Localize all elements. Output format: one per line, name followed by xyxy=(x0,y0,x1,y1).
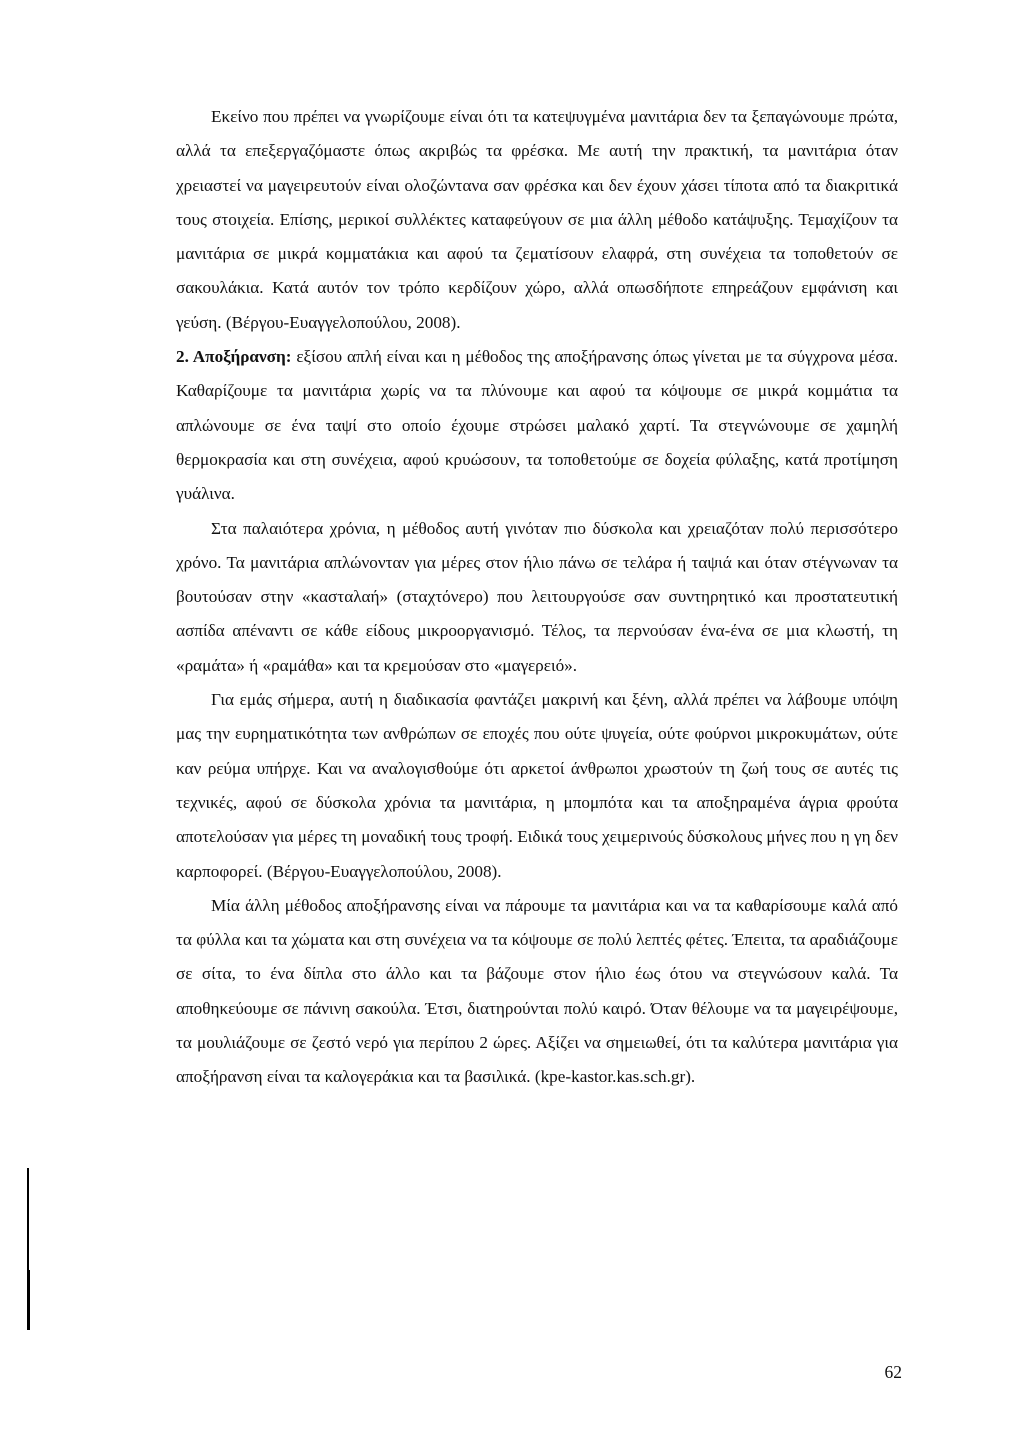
paragraph-freezing: Εκείνο που πρέπει να γνωρίζουμε είναι ότι τα κατεψυγμένα μανιτάρια δεν τα ξεπαγώνουμε πρώτα, αλλά τα επεξεργαζόμαστε όπως ακριβώς τα φρέσκα. Με αυτή την πρακτική, τα μανιτάρια όταν χρειαστεί να μαγειρευτούν είναι ολοζώντανα σαν φρέσκα και δεν έχουν χάσει τίποτα από τα διακριτικά τους στοιχεία. Επίσης, μερικοί συλλέκτες καταφεύγουν σε μια άλλη μέθοδο κατάψυξης. Τεμαχίζουν τα μανιτάρια σε μικρά κομματάκια και αφού τα ζεματίσουν ελαφρά, στη συνέχεια τα τοποθετούν σε σακουλάκια. Κατά αυτόν τον τρόπο κερδίζουν χώρο, αλλά οπωσδήποτε επηρεάζουν εμφάνιση και γεύση. (Βέργου-Ευαγγελοπούλου, 2008). xyxy=(176,107,898,332)
paragraph-other-method: Μία άλλη μέθοδος αποξήρανσης είναι να πάρουμε τα μανιτάρια και να τα καθαρίσουμε καλά από τα φύλλα και τα χώματα και στη συνέχεια να τα κόψουμε σε πολύ λεπτές φέτες. Έπειτα, τα αραδιάζουμε σε σίτα, το ένα δίπλα στο άλλο και τα βάζουμε στον ήλιο έως ότου να στεγνώσουν καλά. Τα αποθηκεύουμε σε πάνινη σακούλα. Έτσι, διατηρούνται πολύ καιρό. Όταν θέλουμε να τα μαγειρέψουμε, τα μουλιάζουμε σε ζεστό νερό για περίπου 2 ώρες. Αξίζει να σημειωθεί, ότι τα καλύτερα μανιτάρια για αποξήρανση είναι τα καλογεράκια και τα βασιλικά. (kpe-kastor.kas.sch.gr). xyxy=(176,895,898,1087)
paragraph-ingenuity: Για εμάς σήμερα, αυτή η διαδικασία φαντάζει μακρινή και ξένη, αλλά πρέπει να λάβουμε υπόψη μας την ευρηματικότητα των ανθρώπων σε εποχές που ούτε ψυγεία, ούτε φούρνοι μικροκυμάτων, ούτε καν ρεύμα υπήρχε. Και να αναλογισθούμε ότι αρκετοί άνθρωποι χρωστούν τη ζωή τους σε αυτές τις τεχνικές, αφού σε δύσκολα χρόνια τα μανιτάρια, η μπομπότα και τα αποξηραμένα άγρια φρούτα αποτελούσαν για μέρες τη μοναδική τους τροφή. Ειδικά τους χειμερινούς δύσκολους μήνες που η γη δεν καρποφορεί. (Βέργου-Ευαγγελοπούλου, 2008). xyxy=(176,690,898,881)
paragraph-drying-text: εξίσου απλή είναι και η μέθοδος της αποξήρανσης όπως γίνεται με τα σύγχρονα μέσα. Καθαρίζουμε τα μανιτάρια χωρίς να τα πλύνουμε και αφού τα κόψουμε σε μικρά κομμάτια τα απλώνουμε σε ένα ταψί στο οποίο έχουμε στρώσει μαλακό χαρτί. Τα στεγνώνουμε σε χαμηλή θερμοκρασία και στη συνέχεια, αφού κρυώσουν, τα τοποθετούμε σε δοχεία φύλαξης, κατά προτίμηση γυάλινα. xyxy=(176,347,898,504)
paragraph-traditional-drying: Στα παλαιότερα χρόνια, η μέθοδος αυτή γινόταν πιο δύσκολα και χρειαζόταν πολύ περισσότερο χρόνο. Τα μανιτάρια απλώνονταν για μέρες στον ήλιο πάνω σε τελάρα ή ταψιά και όταν στέγνωναν τα βουτούσαν στην «κασταλαή» (σταχτόνερο) που λειτουργούσε σαν συντηρητικό και προστατευτική ασπίδα απέναντι σε κάθε είδους μικροοργανισμό. Τέλος, τα περνούσαν ένα-ένα σε μια κλωστή, τη «ραμάτα» ή «ραμάθα» και τα κρεμούσαν στο «μαγερειό». xyxy=(176,518,898,675)
page-number: 62 xyxy=(884,1362,902,1382)
body-text xyxy=(176,100,898,1095)
margin-rule-thick xyxy=(27,1270,30,1330)
paragraph-drying xyxy=(176,340,898,511)
section-heading-drying: 2. Αποξήρανση: xyxy=(176,347,292,367)
